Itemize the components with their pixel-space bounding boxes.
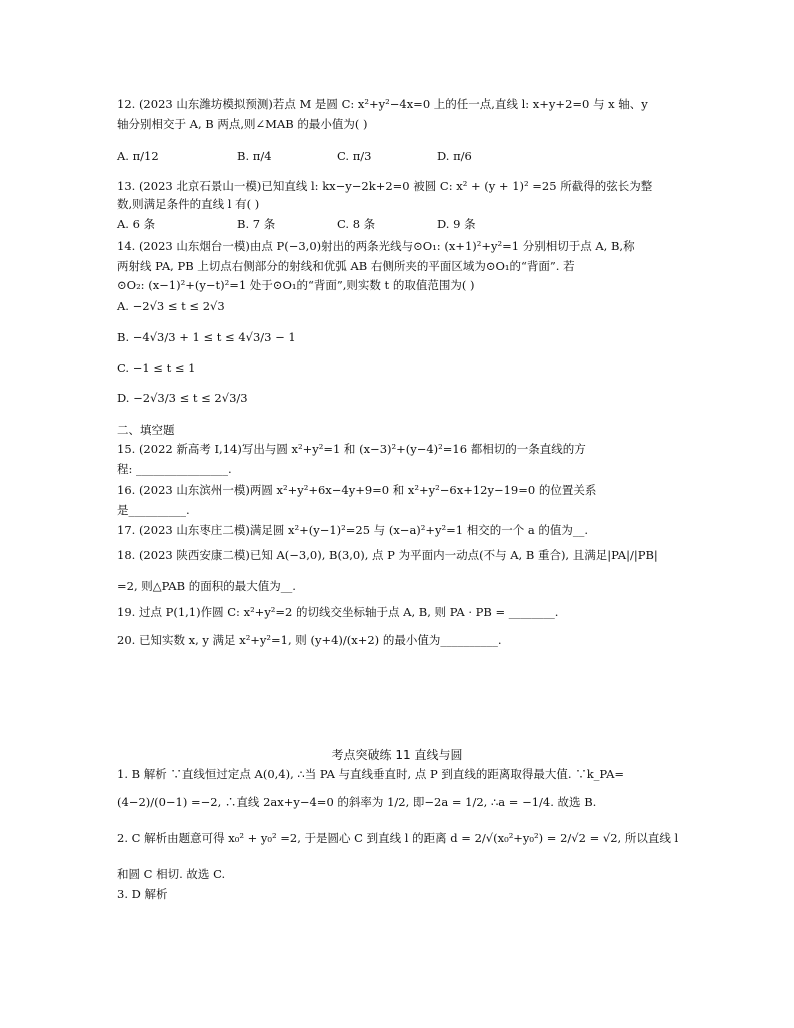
- q13-option-d: D. 9 条: [437, 217, 476, 231]
- q13-option-b: B. 7 条: [237, 217, 276, 231]
- q18-line1: 18. (2023 陕西安康二模)已知 A(−3,0), B(3,0), 点 P 为平面内一动点(不与 A, B 重合), 且满足|PA|/|PB|: [117, 548, 658, 562]
- q12-option-c: C. π/3: [337, 149, 372, 163]
- a2-line2: 和圆 C 相切. 故选 C.: [117, 867, 226, 881]
- a1-line1: 1. B 解析 ∵直线恒过定点 A(0,4), ∴当 PA 与直线垂直时, 点 P 到直线的距离取得最大值. ∵k_PA=: [117, 767, 625, 781]
- q12-line1: 12. (2023 山东潍坊模拟预测)若点 M 是圆 C: x²+y²−4x=0 上的任一点,直线 l: x+y+2=0 与 x 轴、y: [117, 97, 648, 111]
- q15-line2: 程: ________________.: [117, 462, 232, 476]
- q14-line3: ⊙O₂: (x−1)²+(y−t)²=1 处于⊙O₁的“背面”,则实数 t 的取值范围为( ): [117, 278, 475, 292]
- q12-option-a: A. π/12: [117, 149, 159, 163]
- a2-line1: 2. C 解析由题意可得 x₀² + y₀² =2, 于是圆心 C 到直线 l 的距离 d = 2/√(x₀²+y₀²) = 2/√2 = √2, 所以直线 l: [117, 831, 679, 845]
- a3: 3. D 解析: [117, 887, 168, 901]
- q18-line2: =2, 则△PAB 的面积的最大值为__.: [117, 579, 296, 593]
- q19: 19. 过点 P(1,1)作圆 C: x²+y²=2 的切线交坐标轴于点 A, B, 则 PA · PB = ________.: [117, 605, 559, 619]
- q13-option-c: C. 8 条: [337, 217, 376, 231]
- q12-line2: 轴分别相交于 A, B 两点,则∠MAB 的最小值为( ): [117, 117, 368, 131]
- q14-option-a: A. −2√3 ≤ t ≤ 2√3: [117, 299, 225, 313]
- a1-line2: (4−2)/(0−1) =−2, ∴直线 2ax+y−4=0 的斜率为 1/2, 即−2a = 1/2, ∴a = −1/4. 故选 B.: [117, 795, 597, 809]
- q14-line1: 14. (2023 山东烟台一模)由点 P(−3,0)射出的两条光线与⊙O₁: (x+1)²+y²=1 分别相切于点 A, B,称: [117, 239, 635, 253]
- q13-line2: 数,则满足条件的直线 l 有( ): [117, 197, 260, 211]
- section-fill-in-blank: 二、填空题: [117, 423, 175, 437]
- q12-option-d: D. π/6: [437, 149, 472, 163]
- q16-line1: 16. (2023 山东滨州一模)两圆 x²+y²+6x−4y+9=0 和 x²+y²−6x+12y−19=0 的位置关系: [117, 483, 597, 497]
- q13-option-a: A. 6 条: [117, 217, 156, 231]
- q12-option-b: B. π/4: [237, 149, 272, 163]
- q14-option-c: C. −1 ≤ t ≤ 1: [117, 361, 196, 375]
- q17: 17. (2023 山东枣庄二模)满足圆 x²+(y−1)²=25 与 (x−a)²+y²=1 相交的一个 a 的值为__.: [117, 523, 589, 537]
- answer-title: 考点突破练 11 直线与圆: [331, 748, 463, 762]
- q14-option-d: D. −2√3/3 ≤ t ≤ 2√3/3: [117, 391, 248, 405]
- q20: 20. 已知实数 x, y 满足 x²+y²=1, 则 (y+4)/(x+2) 的最小值为__________.: [117, 633, 502, 647]
- q13-line1: 13. (2023 北京石景山一模)已知直线 l: kx−y−2k+2=0 被圆 C: x² + (y + 1)² =25 所截得的弦长为整: [117, 179, 653, 193]
- q16-line2: 是__________.: [117, 503, 190, 517]
- q14-option-b: B. −4√3/3 + 1 ≤ t ≤ 4√3/3 − 1: [117, 330, 296, 344]
- q14-line2: 两射线 PA, PB 上切点右侧部分的射线和优弧 AB 右侧所夹的平面区域为⊙O₁的“背面”. 若: [117, 259, 575, 273]
- q15-line1: 15. (2022 新高考 Ⅰ,14)写出与圆 x²+y²=1 和 (x−3)²+(y−4)²=16 都相切的一条直线的方: [117, 442, 586, 456]
